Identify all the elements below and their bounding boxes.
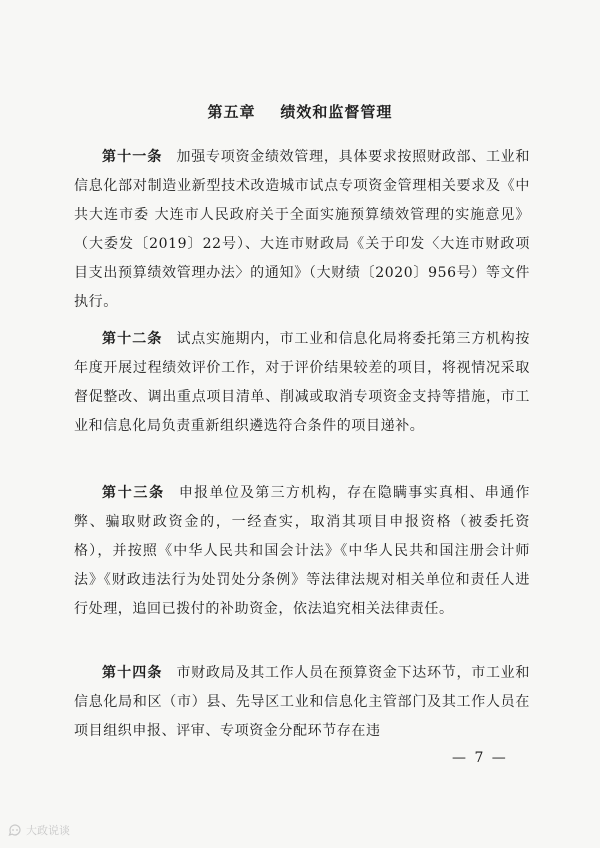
watermark-logo-icon <box>8 824 22 836</box>
article-text: 市财政局及其工作人员在预算资金下达环节，市工业和信息化局和区（市）县、先导区工业和信息化主管部门及其工作人员在项目组织申报、评审、专项资金分配环节存在违 <box>74 665 531 739</box>
watermark <box>8 822 70 838</box>
article-number: 第十二条 <box>102 331 163 347</box>
article-11 <box>74 143 530 317</box>
article-13 <box>74 479 530 624</box>
watermark-text: 大政说谈 <box>26 824 70 837</box>
page-number: — 7 — <box>452 750 508 766</box>
article-text: 试点实施期内，市工业和信息化局将委托第三方机构按年度开展过程绩效评价工作，对于评价结果较差的项目，将视情况采取督促整改、调出重点项目清单、削减或取消专项资金支持等措施，市工业和信息化局负责重新组织遴选符合条件的项目递补。 <box>74 331 531 434</box>
article-number: 第十一条 <box>102 149 163 165</box>
article-14 <box>74 659 530 746</box>
article-text: 申报单位及第三方机构，存在隐瞒事实真相、串通作弊、骗取财政资金的，一经查实，取消其项目申报资格（被委托资格），并按照《中华人民共和国会计法》《中华人民共和国注册会计师法》《财政违法行为处罚处分条例》等法律法规对相关单位和责任人进行处理，追回已拨付的补助资金，依法追究相关法律责任。 <box>74 485 531 617</box>
article-number: 第十三条 <box>102 485 165 501</box>
article-number: 第十四条 <box>102 665 163 681</box>
article-text: 加强专项资金绩效管理，具体要求按照财政部、工业和信息化部对制造业新型技术改造城市试点专项资金管理相关要求及《中共大连市委 大连市人民政府关于全面实施预算绩效管理的实施意见》（大委发〔2019〕22号）、大连市财政局《关于印发〈大连市财政项目支出预算绩效管理办法〉的通知》（大财绩〔2020〕956号）等文件执行。 <box>74 149 531 310</box>
chapter-title: 第五章 绩效和监督管理 <box>207 103 393 121</box>
article-12 <box>74 325 530 441</box>
